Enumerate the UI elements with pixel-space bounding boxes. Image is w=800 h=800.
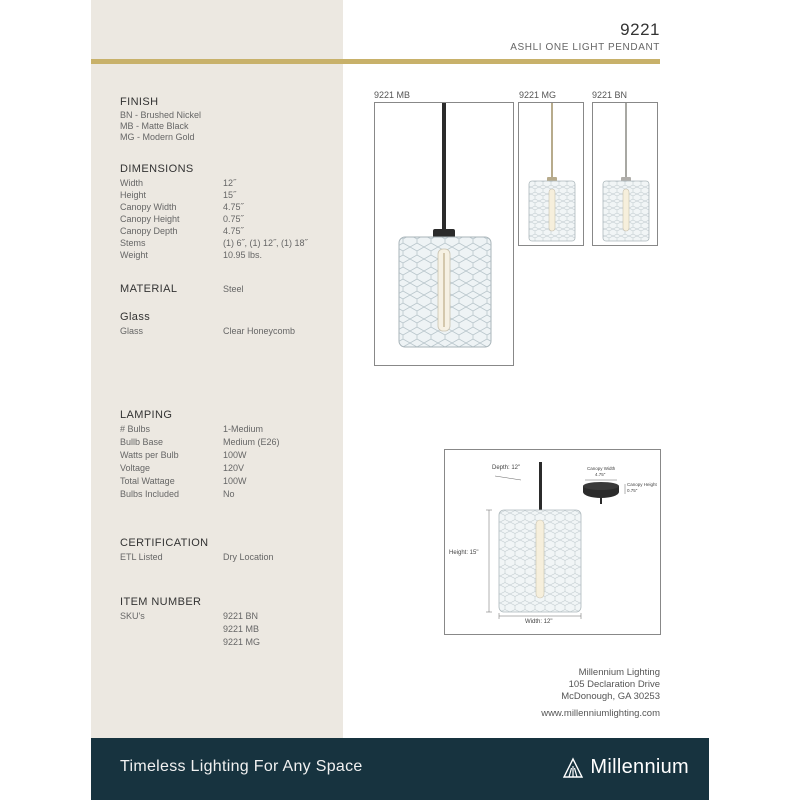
sku-value: 9221 MB	[223, 624, 260, 634]
width-label: Width: 12"	[525, 619, 553, 625]
certification-heading: CERTIFICATION	[120, 537, 209, 549]
tagline: Timeless Lighting For Any Space	[120, 758, 363, 775]
brand-name: Millennium	[590, 756, 689, 778]
spec-value: 15˝	[223, 190, 237, 200]
image-label-bn: 9221 BN	[592, 90, 628, 100]
product-image-mb	[374, 102, 514, 366]
spec-row	[120, 436, 330, 449]
canopy-height-value: 0.75"	[627, 488, 638, 493]
spec-key: Bullb Base	[120, 437, 164, 447]
spec-key: ETL Listed	[120, 552, 163, 562]
item-number-heading: ITEM NUMBER	[120, 596, 202, 608]
material-heading: MATERIAL	[120, 283, 178, 295]
spec-row	[120, 213, 330, 225]
spec-row	[120, 177, 330, 189]
spec-value: 10.95 lbs.	[223, 250, 263, 260]
spec-row	[120, 237, 330, 249]
spec-key: Canopy Depth	[120, 226, 178, 236]
website-link[interactable]: www.millenniumlighting.com	[541, 708, 660, 719]
city-state-zip: McDonough, GA 30253	[561, 691, 660, 702]
sku-value: 9221 BN	[223, 611, 259, 621]
canopy-width-value: 4.75"	[595, 472, 606, 477]
finish-item: MG - Modern Gold	[120, 132, 195, 142]
spec-row	[120, 423, 330, 436]
dimension-diagram	[444, 449, 661, 635]
depth-label: Depth: 12"	[492, 465, 521, 471]
footer-banner	[91, 738, 709, 800]
spec-value: Medium (E26)	[223, 437, 280, 447]
spec-row	[120, 201, 330, 213]
spec-row	[120, 636, 330, 649]
spec-key: Weight	[120, 250, 148, 260]
spec-row	[120, 462, 330, 475]
spec-value: Clear Honeycomb	[223, 326, 296, 336]
pendant-brushed-nickel-illustration	[593, 103, 658, 246]
spec-key: Bulbs Included	[120, 489, 180, 499]
spec-value: 0.75˝	[223, 214, 244, 224]
product-name: ASHLI ONE LIGHT PENDANT	[510, 42, 660, 53]
spec-key: # Bulbs	[120, 424, 151, 434]
spec-row	[120, 225, 330, 237]
glass-section	[120, 311, 330, 337]
spec-key: Height	[120, 190, 147, 200]
canopy-width-label: Canopy Width	[587, 466, 616, 471]
spec-value: 12˝	[223, 178, 237, 188]
spec-value: 100W	[223, 450, 247, 460]
sku-label: SKU's	[120, 611, 145, 621]
lamping-heading: LAMPING	[120, 409, 173, 421]
spec-key: Canopy Width	[120, 202, 177, 212]
gold-divider	[91, 59, 660, 64]
spec-value: 120V	[223, 463, 245, 473]
spec-key: Width	[120, 178, 144, 188]
product-image-mg	[518, 102, 584, 246]
product-image-bn	[592, 102, 658, 246]
spec-value: 1-Medium	[223, 424, 264, 434]
spec-value: (1) 6˝, (1) 12˝, (1) 18˝	[223, 238, 308, 248]
company-name: Millennium Lighting	[578, 667, 660, 678]
spec-row	[120, 610, 330, 623]
finish-item: BN - Brushed Nickel	[120, 110, 202, 120]
finish-item: MB - Matte Black	[120, 121, 189, 131]
spec-value: Dry Location	[223, 552, 274, 562]
spec-key: Glass	[120, 326, 144, 336]
spec-row	[120, 325, 330, 337]
material-section	[120, 282, 330, 296]
height-label: Height: 15"	[449, 550, 479, 556]
canopy-height-label: Canopy Height	[627, 482, 657, 487]
spec-row	[120, 449, 330, 462]
image-label-mb: 9221 MB	[374, 90, 411, 100]
spec-row	[120, 488, 330, 501]
certification-section	[120, 537, 330, 563]
spec-value: 4.75˝	[223, 226, 244, 236]
spec-value: 100W	[223, 476, 247, 486]
item-number-section	[120, 596, 330, 649]
finish-section	[120, 96, 201, 143]
spec-key: Voltage	[120, 463, 151, 473]
spec-row	[120, 623, 330, 636]
spec-key: Watts per Bulb	[120, 450, 179, 460]
dimensions-heading: DIMENSIONS	[120, 163, 194, 175]
sku-value: 9221 MG	[223, 637, 261, 647]
finish-heading: FINISH	[120, 96, 159, 108]
pendant-matte-black-illustration	[375, 103, 514, 366]
brand-logo	[562, 756, 689, 779]
spec-row	[120, 189, 330, 201]
material-value: Steel	[223, 284, 244, 294]
spec-row	[120, 551, 330, 563]
spec-value: 4.75˝	[223, 202, 244, 212]
company-address	[541, 667, 660, 720]
pendant-modern-gold-illustration	[519, 103, 584, 246]
image-label-mg: 9221 MG	[519, 90, 557, 100]
spec-key: Stems	[120, 238, 146, 248]
spec-key: Total Wattage	[120, 476, 175, 486]
spec-row	[120, 249, 330, 261]
millennium-logo-icon	[562, 757, 584, 779]
street-address: 105 Declaration Drive	[568, 679, 660, 690]
model-number: 9221	[620, 20, 660, 39]
glass-heading: Glass	[120, 311, 151, 323]
spec-value: No	[223, 489, 235, 499]
spec-key: Canopy Height	[120, 214, 180, 224]
lamping-section	[120, 409, 330, 501]
dimensions-section	[120, 163, 330, 261]
spec-row	[120, 475, 330, 488]
dimension-drawing	[445, 450, 662, 636]
